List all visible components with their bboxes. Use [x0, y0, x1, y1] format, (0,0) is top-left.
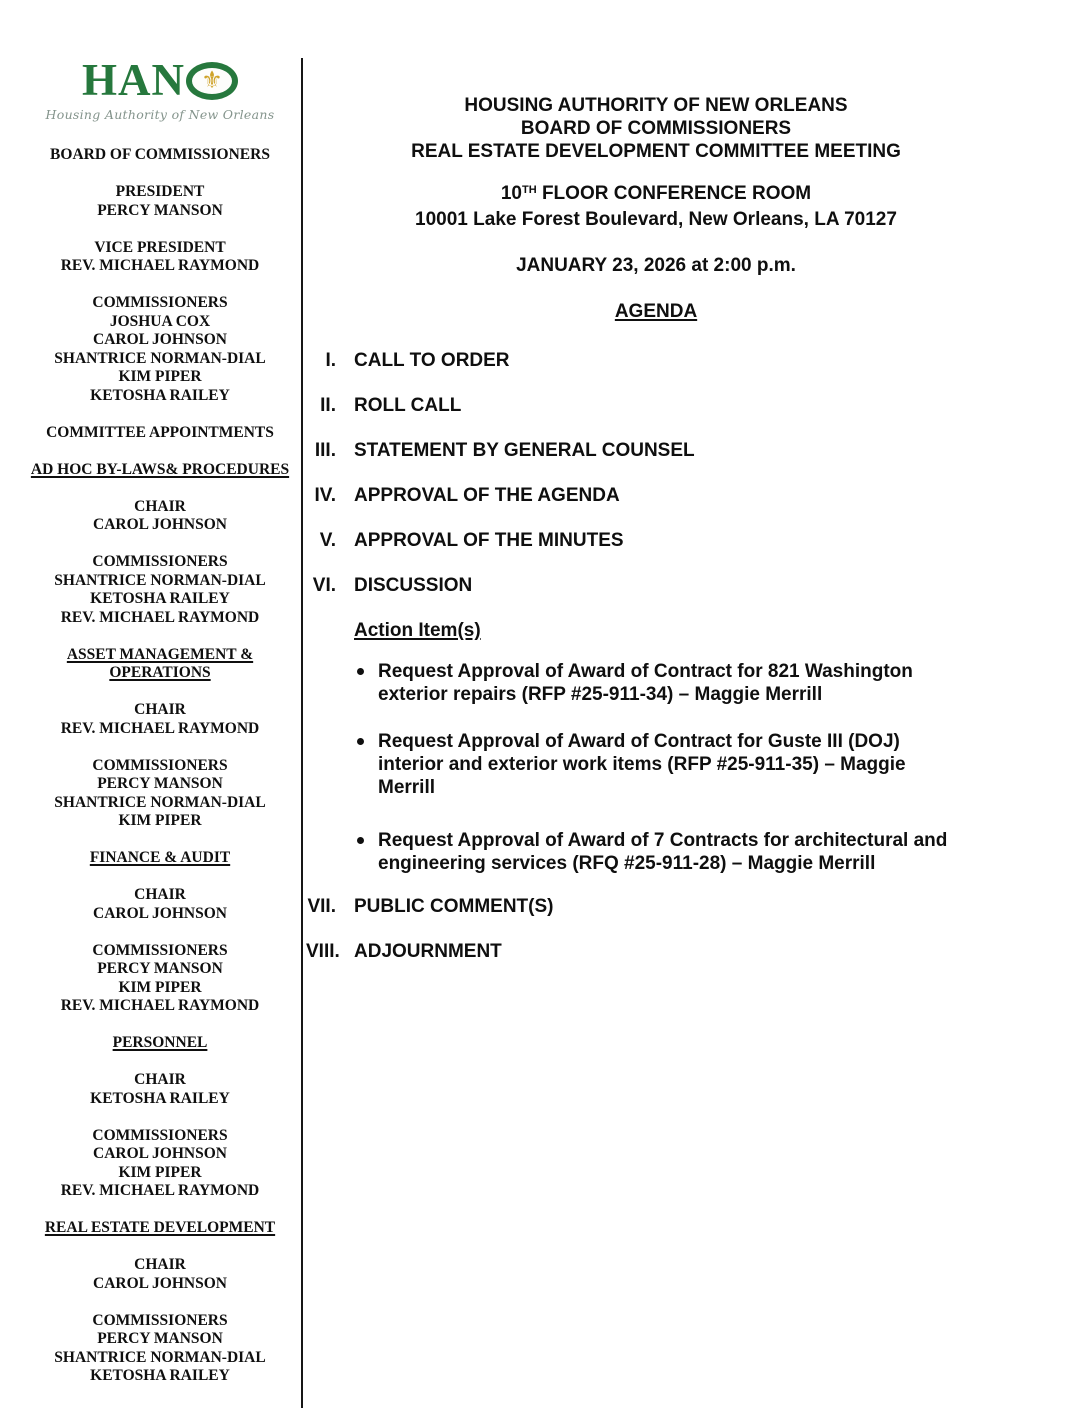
- agenda-numeral: I.: [325, 350, 336, 371]
- location-block: [306, 182, 1006, 231]
- sidebar-line: REV. MICHAEL RAYMOND: [60, 997, 260, 1014]
- sidebar-line: CAROL JOHNSON: [93, 331, 227, 348]
- sidebar-block: [24, 498, 296, 535]
- sidebar-line: REV. MICHAEL RAYMOND: [60, 719, 260, 737]
- sidebar-block: [24, 849, 296, 868]
- bullet-line: Request Approval of Award of Contract for Guste III (DOJ): [378, 731, 900, 752]
- agenda-numeral: VII.: [307, 896, 336, 917]
- sidebar-line: KETOSHA RAILEY: [90, 590, 230, 607]
- agenda-item: [306, 940, 1006, 963]
- address-line: 10001 Lake Forest Boulevard, New Orleans, LA 70127: [415, 209, 897, 230]
- sidebar-line: ASSET MANAGEMENT &: [66, 645, 254, 663]
- logo-word: [24, 55, 296, 105]
- bullet-list: [306, 660, 1006, 875]
- agenda-heading: AGENDA: [614, 301, 698, 322]
- bullet-line: Merrill: [378, 777, 436, 798]
- agenda-numeral: V.: [319, 530, 336, 551]
- agenda-label: STATEMENT BY GENERAL COUNSEL: [354, 440, 695, 461]
- agenda-label: ADJOURNMENT: [354, 941, 502, 962]
- sidebar-line: REV. MICHAEL RAYMOND: [60, 257, 260, 274]
- sidebar-line: REV. MICHAEL RAYMOND: [60, 1182, 260, 1199]
- sidebar-line: COMMISSIONERS: [92, 756, 228, 774]
- sidebar-line: SHANTRICE NORMAN-DIAL: [54, 571, 266, 589]
- sidebar-line: KIM PIPER: [118, 368, 202, 385]
- agenda-label: PUBLIC COMMENT(S): [354, 896, 554, 917]
- agenda-numeral: VIII.: [306, 941, 340, 962]
- sidebar-block: [24, 294, 296, 405]
- sidebar-line: KETOSHA RAILEY: [90, 1367, 230, 1384]
- datetime-line: JANUARY 23, 2026 at 2:00 p.m.: [516, 255, 796, 276]
- sidebar-line: KIM PIPER: [118, 978, 202, 996]
- room-number: 10: [500, 183, 522, 204]
- bullet-line: Request Approval of Award of Contract for 821 Washington: [378, 661, 913, 682]
- bullet-dot-icon: [357, 738, 364, 745]
- agenda-label: APPROVAL OF THE MINUTES: [354, 530, 624, 551]
- sidebar-line: COMMISSIONERS: [92, 294, 228, 311]
- sidebar-block: [24, 646, 296, 683]
- bullet-item: [306, 660, 1006, 706]
- sidebar-line: CHAIR: [134, 497, 186, 515]
- logo-tagline: Housing Authority of New Orleans: [45, 107, 275, 122]
- bullet-lines: [378, 730, 906, 799]
- sidebar-line: SHANTRICE NORMAN-DIAL: [54, 793, 266, 811]
- room-line: [306, 182, 1006, 208]
- bullet-item: [306, 829, 1006, 875]
- bullet-line: exterior repairs (RFP #25-911-34) – Maggie Merrill: [378, 684, 823, 705]
- sidebar-block: [24, 553, 296, 627]
- sidebar-line: BOARD OF COMMISSIONERS: [50, 146, 270, 163]
- header-title-lines: [306, 94, 1006, 163]
- sidebar-line: PERCY MANSON: [97, 201, 223, 219]
- sidebar-line: VICE PRESIDENT: [94, 238, 226, 256]
- bullet-dot-icon: [357, 837, 364, 844]
- agenda-numeral: III.: [314, 440, 336, 461]
- sidebar-line: PERCY MANSON: [97, 1330, 223, 1347]
- agenda-item: [306, 529, 1006, 552]
- fleur-de-lis-icon: ⚜: [201, 65, 223, 94]
- sidebar-line: OPERATIONS: [109, 664, 211, 681]
- logo-han-text: HAN: [82, 55, 185, 105]
- agenda-item: [306, 394, 1006, 417]
- header-title-line: HOUSING AUTHORITY OF NEW ORLEANS: [464, 95, 848, 116]
- sidebar-line: KIM PIPER: [118, 812, 202, 829]
- sidebar-line: CAROL JOHNSON: [93, 1274, 227, 1292]
- agenda-item: [306, 895, 1006, 918]
- sidebar-line: REV. MICHAEL RAYMOND: [60, 608, 260, 626]
- sidebar-block: [24, 701, 296, 738]
- agenda-label: DISCUSSION: [354, 575, 473, 596]
- sidebar-line: CHAIR: [134, 1071, 186, 1088]
- sidebar-block: [24, 942, 296, 1016]
- sidebar-line: CAROL JOHNSON: [93, 516, 227, 533]
- sidebar-line: SHANTRICE NORMAN-DIAL: [54, 1348, 266, 1366]
- agenda-list-top: [306, 349, 1006, 597]
- sidebar-line: FINANCE & AUDIT: [89, 849, 231, 866]
- sidebar-line: CHAIR: [134, 701, 186, 718]
- hano-logo: [24, 55, 296, 122]
- sidebar-block: [24, 757, 296, 831]
- sidebar-block: [24, 146, 296, 165]
- bullet-line: Request Approval of Award of 7 Contracts for architectural and: [378, 830, 948, 851]
- agenda-label: ROLL CALL: [354, 395, 462, 416]
- sidebar-line: PERCY MANSON: [97, 775, 223, 792]
- sidebar-block: [24, 1256, 296, 1293]
- sidebar-line: KETOSHA RAILEY: [90, 1089, 230, 1107]
- agenda-numeral: VI.: [312, 575, 336, 596]
- vertical-divider: [301, 58, 303, 1408]
- agenda-label: APPROVAL OF THE AGENDA: [354, 485, 620, 506]
- sidebar-line: PRESIDENT: [115, 183, 205, 200]
- sidebar-line: PERCY MANSON: [97, 960, 223, 977]
- sidebar: [24, 55, 296, 1404]
- sidebar-block: [24, 1034, 296, 1053]
- agenda-label: CALL TO ORDER: [354, 350, 510, 371]
- bullet-line: interior and exterior work items (RFP #25-911-35) – Maggie: [378, 754, 906, 775]
- action-items-heading: Action Item(s): [354, 620, 481, 641]
- sidebar-block: [24, 239, 296, 276]
- sidebar-block: [24, 1219, 296, 1238]
- sidebar-line: SHANTRICE NORMAN-DIAL: [54, 349, 266, 367]
- agenda-item: [306, 349, 1006, 372]
- sidebar-line: REAL ESTATE DEVELOPMENT: [44, 1219, 276, 1236]
- sidebar-blocks: [24, 146, 296, 1386]
- sidebar-block: [24, 424, 296, 443]
- logo-o-ellipse: [186, 62, 238, 100]
- bullet-lines: [378, 829, 947, 875]
- agenda-list-bottom: [306, 895, 1006, 963]
- agenda-item: [306, 574, 1006, 597]
- agenda-item: [306, 439, 1006, 462]
- sidebar-block: [24, 1312, 296, 1386]
- agenda-item: [306, 484, 1006, 507]
- bullet-line: engineering services (RFQ #25-911-28) – Maggie Merrill: [378, 853, 876, 874]
- sidebar-block: [24, 886, 296, 923]
- bullet-dot-icon: [357, 668, 364, 675]
- sidebar-line: PERSONNEL: [112, 1034, 208, 1051]
- sidebar-block: [24, 1127, 296, 1201]
- sidebar-line: COMMISSIONERS: [92, 553, 228, 570]
- sidebar-line: KETOSHA RAILEY: [90, 386, 230, 404]
- sidebar-line: CHAIR: [134, 886, 186, 903]
- header-title-line: REAL ESTATE DEVELOPMENT COMMITTEE MEETING: [411, 141, 901, 162]
- sidebar-line: COMMITTEE APPOINTMENTS: [46, 423, 274, 441]
- discussion-detail: [306, 619, 1006, 875]
- doc-header: [306, 94, 1006, 323]
- sidebar-line: JOSHUA COX: [109, 312, 211, 330]
- sidebar-block: [24, 461, 296, 480]
- bullet-lines: [378, 660, 913, 706]
- sidebar-block: [24, 183, 296, 220]
- sidebar-line: COMMISSIONERS: [92, 1126, 228, 1144]
- room-rest: FLOOR CONFERENCE ROOM: [536, 183, 812, 204]
- sidebar-line: CAROL JOHNSON: [93, 1145, 227, 1162]
- bullet-item: [306, 730, 1006, 799]
- sidebar-line: COMMISSIONERS: [92, 1311, 228, 1329]
- sidebar-line: KIM PIPER: [118, 1163, 202, 1181]
- sidebar-line: CAROL JOHNSON: [93, 904, 227, 922]
- agenda-numeral: IV.: [314, 485, 336, 506]
- room-ordinal: TH: [522, 184, 537, 196]
- agenda-numeral: II.: [320, 395, 336, 416]
- sidebar-line: COMMISSIONERS: [92, 941, 228, 959]
- sidebar-block: [24, 1071, 296, 1108]
- main-content: [306, 0, 1006, 985]
- sidebar-line: CHAIR: [134, 1256, 186, 1273]
- sidebar-line: AD HOC BY-LAWS& PROCEDURES: [30, 460, 290, 478]
- header-title-line: BOARD OF COMMISSIONERS: [520, 118, 792, 139]
